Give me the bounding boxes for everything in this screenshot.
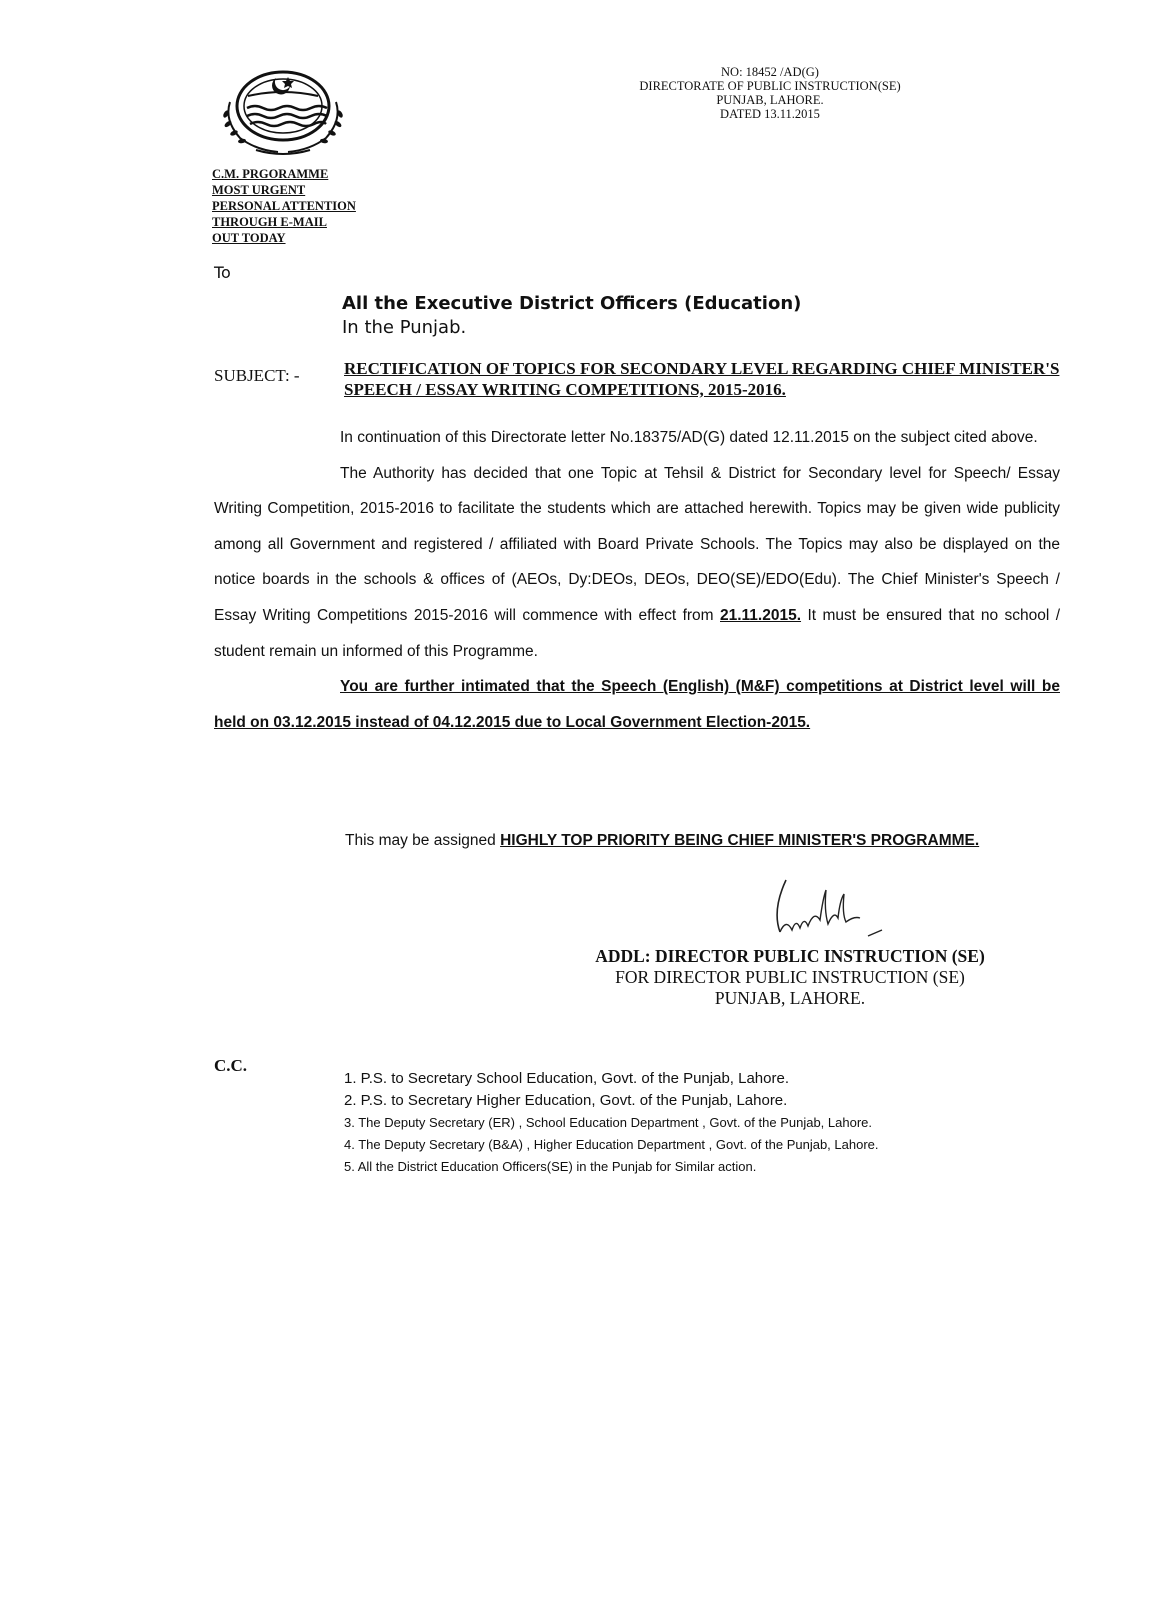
cc-list	[344, 1068, 879, 1178]
flag-line: MOST URGENT	[212, 183, 306, 197]
signatory-title: ADDL: DIRECTOR PUBLIC INSTRUCTION (SE)	[595, 946, 985, 966]
paragraph-authority	[214, 456, 1060, 670]
addressee	[342, 292, 801, 340]
cc-item: 4. The Deputy Secretary (B&A) , Higher Education Department , Govt. of the Punjab, Lahore.	[344, 1137, 879, 1152]
to-label: To	[214, 263, 231, 282]
office-city: PUNJAB, LAHORE.	[716, 93, 824, 107]
subject-text: RECTIFICATION OF TOPICS FOR SECONDARY LEVEL REGARDING CHIEF MINISTER'S SPEECH / ESSAY WRITING COMPETITIONS, 2015-2016.	[344, 359, 1060, 399]
priority-emphasis: HIGHLY TOP PRIORITY BEING CHIEF MINISTER'S PROGRAMME.	[500, 832, 980, 849]
signatory-place: PUNJAB, LAHORE.	[714, 988, 866, 1008]
commencement-date: 21.11.2015.	[720, 606, 802, 624]
subject-label: SUBJECT: -	[214, 366, 300, 385]
signatory-for: FOR DIRECTOR PUBLIC INSTRUCTION (SE)	[615, 967, 965, 987]
paragraph-intimation: You are further intimated that the Speech (English) (M&F) competitions at District level will be held on 03.12.2015 instead of 04.12.2015 due to Local Government Election-2015.	[214, 678, 1060, 731]
reference-block	[600, 65, 940, 121]
letter-body	[214, 420, 1060, 740]
signature-block	[560, 946, 1020, 1009]
addressee-name: All the Executive District Officers (Education)	[342, 293, 802, 314]
authority-text: The Authority has decided that one Topic at Tehsil & District for Secondary level for Speech/ Essay Writing Competition, 2015-2016 to facilitate the students which are attached herewith. Topics may be given wide publicity among all Government and registered / affiliated with Board Private Schools. The Topics may also be displayed on the notice boards in the schools & offices of (AEOs, Dy:DEOs, DEOs, DEO(SE)/EDO(Edu). The Chief Minister's Speech / Essay Writing Competitions 2015-2016 will commence with effect from	[214, 464, 1060, 624]
cc-item: 1. P.S. to Secretary School Education, Govt. of the Punjab, Lahore.	[344, 1070, 789, 1087]
cc-item: 3. The Deputy Secretary (ER) , School Education Department , Govt. of the Punjab, Lahore.	[344, 1115, 872, 1130]
priority-line	[345, 832, 979, 850]
handwritten-signature	[760, 872, 910, 942]
addressee-location: In the Punjab.	[342, 317, 467, 338]
flag-line: THROUGH E-MAIL	[212, 215, 327, 229]
letter-date: DATED 13.11.2015	[720, 107, 820, 121]
reference-number: NO: 18452 /AD(G)	[721, 65, 819, 79]
priority-flags	[212, 166, 356, 246]
priority-lead: This may be assigned	[345, 832, 501, 849]
flag-line: PERSONAL ATTENTION	[212, 199, 356, 213]
flag-line: C.M. PRGORAMME	[212, 167, 329, 181]
paragraph-continuation: In continuation of this Directorate letter No.18375/AD(G) dated 12.11.2015 on the subject cited above.	[340, 429, 1038, 446]
issuing-office: DIRECTORATE OF PUBLIC INSTRUCTION(SE)	[639, 79, 901, 93]
flag-line: OUT TODAY	[212, 231, 286, 245]
punjab-govt-emblem	[212, 62, 354, 158]
cc-item: 2. P.S. to Secretary Higher Education, Govt. of the Punjab, Lahore.	[344, 1092, 788, 1109]
cc-label: C.C.	[214, 1056, 248, 1075]
cc-item: 5. All the District Education Officers(SE) in the Punjab for Similar action.	[344, 1159, 757, 1174]
authority-text-end: It must be ensured that no school / student remain un informed of this Programme.	[214, 606, 1060, 660]
